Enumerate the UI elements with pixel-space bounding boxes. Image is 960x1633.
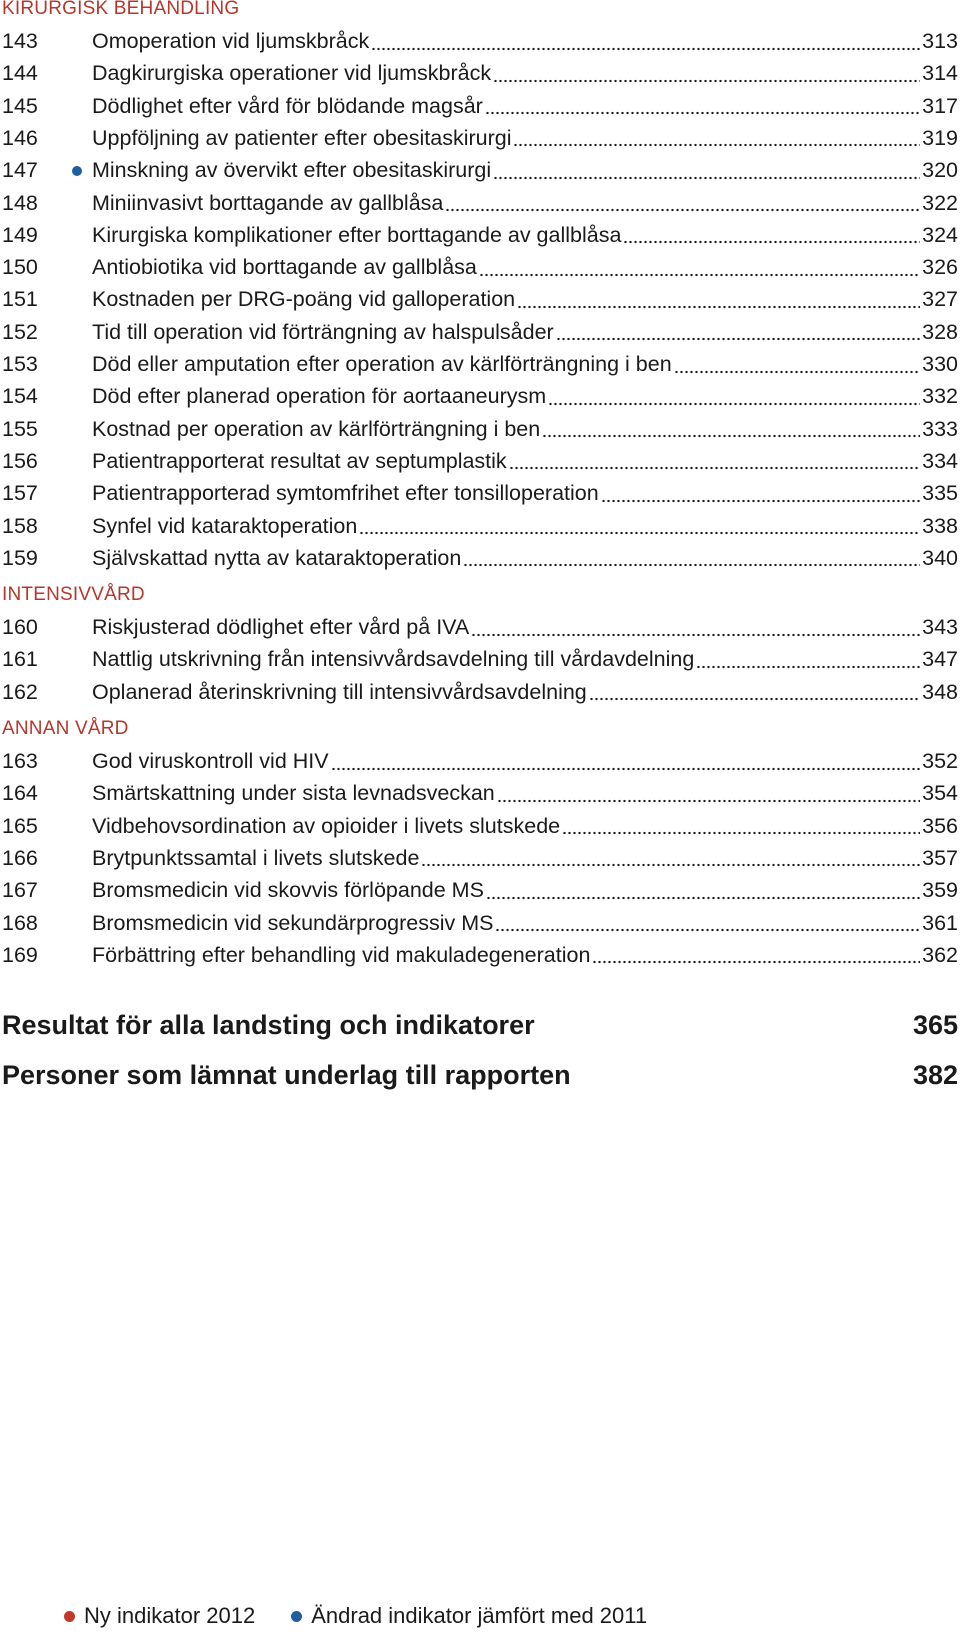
entry-title: Kirurgiska komplikationer efter borttagande av gallblåsa <box>92 222 622 247</box>
legend-changed-label: Ändrad indikator jämfört med 2011 <box>311 1603 648 1628</box>
entry-title: Oplanerad återinskrivning till intensivvårdsavdelning <box>92 679 587 704</box>
entry-number <box>0 384 92 409</box>
toc-entry[interactable] <box>0 445 958 478</box>
entry-number-text: 167 <box>2 878 38 903</box>
toc-entry[interactable] <box>0 477 958 510</box>
dot-leader <box>674 354 920 376</box>
entry-title: Vidbehovsordination av opioider i livets slutskede <box>92 813 561 838</box>
entry-number <box>0 647 92 672</box>
toc-entry[interactable] <box>0 676 958 709</box>
entry-title: Uppföljning av patienter efter obesitaskirurgi <box>92 125 512 150</box>
summary-title: Resultat för alla landsting och indikatorer <box>2 1010 535 1040</box>
entry-page-number: 330 <box>922 352 958 376</box>
entry-number-text: 143 <box>2 29 38 53</box>
entry-number-text: 152 <box>2 319 38 344</box>
entry-title: Patientrapporterad symtomfrihet efter tonsilloperation <box>92 481 599 506</box>
entry-number <box>0 255 92 280</box>
entry-number <box>0 352 92 377</box>
summary-title: Personer som lämnat underlag till rapporten <box>2 1060 571 1090</box>
legend <box>64 1603 683 1629</box>
dot-leader <box>513 127 920 149</box>
dot-leader <box>463 547 920 569</box>
entry-title: Förbättring efter behandling vid makuladegeneration <box>92 942 591 967</box>
entry-number <box>0 680 92 705</box>
toc-entry[interactable] <box>0 745 958 778</box>
entry-number <box>0 911 92 936</box>
toc-entry[interactable] <box>0 611 958 644</box>
entry-number-text: 146 <box>2 125 38 150</box>
entry-number-text: 160 <box>2 615 38 640</box>
entry-number-text: 154 <box>2 384 38 409</box>
entry-number <box>0 615 92 640</box>
entry-number <box>0 943 92 968</box>
entry-number <box>0 781 92 806</box>
entry-number-text: 157 <box>2 481 38 506</box>
dot-leader <box>421 847 920 869</box>
entry-page-number: 354 <box>922 781 958 806</box>
dot-leader <box>359 515 920 537</box>
entry-number <box>0 191 92 216</box>
entry-title: Dödlighet efter vård för blödande magsår <box>92 93 483 118</box>
entry-page-number: 356 <box>922 813 958 838</box>
toc-entry[interactable] <box>0 380 958 413</box>
entry-title: Patientrapporterat resultat av septumplastik <box>92 448 507 473</box>
entry-page-number: 324 <box>922 222 958 247</box>
entry-page-number: 340 <box>922 545 958 570</box>
toc-entry[interactable] <box>0 90 958 123</box>
entry-title: Död efter planerad operation för aortaaneurysm <box>92 384 547 409</box>
dot-leader <box>479 257 920 279</box>
entry-title: Tid till operation vid förträngning av halspulsåder <box>92 319 554 344</box>
summary-entry[interactable] <box>2 1010 958 1041</box>
dot-leader <box>601 483 920 505</box>
entry-title: Smärtskattning under sista levnadsveckan <box>92 781 495 806</box>
dot-leader <box>331 751 921 773</box>
entry-title: Kostnaden per DRG-poäng vid galloperation <box>92 287 516 312</box>
legend-new <box>64 1603 255 1629</box>
entry-number-text: 164 <box>2 781 38 806</box>
entry-number <box>0 29 92 54</box>
toc-entry[interactable] <box>0 842 958 875</box>
entry-page-number: 320 <box>922 158 958 183</box>
entry-page-number: 328 <box>922 319 958 344</box>
entry-number <box>0 287 92 312</box>
entry-number <box>0 481 92 506</box>
dot-leader <box>592 944 920 966</box>
entry-page-number: 348 <box>922 679 958 704</box>
entry-number-text: 144 <box>2 61 38 86</box>
dot-leader <box>509 450 920 472</box>
entry-title: Bromsmedicin vid skovvis förlöpande MS <box>92 878 484 903</box>
dot-leader <box>542 418 920 440</box>
entry-number-text: 165 <box>2 813 38 838</box>
dot-leader <box>497 783 920 805</box>
entry-page-number: 327 <box>922 287 958 312</box>
entry-number-text: 151 <box>2 287 38 312</box>
section-heading: INTENSIVVÅRD <box>2 584 145 606</box>
entry-number <box>0 223 92 248</box>
blue-dot-icon <box>72 166 82 176</box>
entry-page-number: 335 <box>922 481 958 506</box>
entry-page-number: 362 <box>922 942 958 967</box>
entry-title: Miniinvasivt borttagande av gallblåsa <box>92 190 444 215</box>
toc-entry[interactable] <box>0 777 958 810</box>
dot-leader <box>493 63 920 85</box>
dot-leader <box>623 224 920 246</box>
section-heading: ANNAN VÅRD <box>2 718 129 739</box>
dot-leader <box>371 31 920 53</box>
toc-entry[interactable] <box>0 187 958 220</box>
entry-title: Kostnad per operation av kärlförträngning i ben <box>92 416 541 441</box>
entry-title: Antiobiotika vid borttagande av gallblåsa <box>92 255 477 280</box>
entry-number-text: 163 <box>2 749 38 773</box>
entry-number-text: 155 <box>2 416 38 441</box>
entry-number-text: 145 <box>2 93 38 118</box>
entry-number-text: 169 <box>2 942 38 967</box>
dot-leader <box>485 95 920 117</box>
entry-number-text: 147 <box>2 158 38 183</box>
entry-number <box>0 158 92 183</box>
summary-page-number: 365 <box>912 1010 958 1040</box>
entry-page-number: 332 <box>922 384 958 409</box>
entry-title: Synfel vid kataraktoperation <box>92 513 358 538</box>
toc-entry[interactable] <box>0 154 958 187</box>
dot-leader <box>696 649 920 671</box>
summary-page-number: 382 <box>912 1060 958 1090</box>
entry-page-number: 314 <box>922 61 958 86</box>
entry-number <box>0 878 92 903</box>
entry-title: God viruskontroll vid HIV <box>92 749 329 773</box>
entry-title: Riskjusterad dödlighet efter vård på IVA <box>92 615 470 640</box>
entry-page-number: 317 <box>922 93 958 118</box>
entry-number <box>0 417 92 442</box>
entry-page-number: 334 <box>922 448 958 473</box>
entry-page-number: 322 <box>922 190 958 215</box>
entry-number-text: 150 <box>2 255 38 280</box>
entry-number-text: 158 <box>2 513 38 538</box>
entry-number-text: 149 <box>2 222 38 247</box>
dot-leader <box>556 321 920 343</box>
legend-new-label: Ny indikator 2012 <box>84 1603 256 1628</box>
toc-entry[interactable] <box>0 907 958 940</box>
entry-number-text: 161 <box>2 647 38 672</box>
toc-entry[interactable] <box>0 874 958 907</box>
entry-title: Minskning av övervikt efter obesitaskirurgi <box>92 158 492 183</box>
dot-leader <box>517 289 920 311</box>
toc-entry[interactable] <box>0 643 958 676</box>
entry-page-number: 347 <box>922 647 958 672</box>
entry-number-text: 159 <box>2 545 38 570</box>
entry-number-text: 166 <box>2 845 38 870</box>
toc-entry[interactable] <box>0 810 958 843</box>
entry-number-text: 156 <box>2 448 38 473</box>
dot-leader <box>548 386 920 408</box>
toc-entry[interactable] <box>0 57 958 90</box>
toc-entry[interactable] <box>0 283 958 316</box>
entry-page-number: 359 <box>922 878 958 903</box>
entry-number <box>0 514 92 539</box>
toc-entry[interactable] <box>0 316 958 349</box>
toc-entry[interactable] <box>0 413 958 446</box>
entry-number-text: 148 <box>2 190 38 215</box>
dot-leader <box>562 815 920 837</box>
entry-number-text: 168 <box>2 910 38 935</box>
entry-number-text: 162 <box>2 679 38 704</box>
toc-entry[interactable] <box>0 219 958 252</box>
toc-entry[interactable] <box>0 251 958 284</box>
entry-page-number: 313 <box>922 29 958 53</box>
dot-leader <box>589 681 920 703</box>
entry-number <box>0 449 92 474</box>
entry-title: Bromsmedicin vid sekundärprogressiv MS <box>92 910 494 935</box>
toc-entry[interactable] <box>0 122 958 155</box>
entry-page-number: 357 <box>922 845 958 870</box>
red-dot-icon <box>64 1611 75 1622</box>
entry-number-text: 153 <box>2 352 38 376</box>
section-heading: KIRURGISK BEHANDLING <box>2 0 240 19</box>
entry-page-number: 338 <box>922 513 958 538</box>
dot-leader <box>486 880 920 902</box>
entry-title: Nattlig utskrivning från intensivvårdsavdelning till vårdavdelning <box>92 647 695 672</box>
dot-leader <box>493 160 920 182</box>
entry-number <box>0 126 92 151</box>
entry-number <box>0 814 92 839</box>
toc-entry[interactable] <box>0 25 958 58</box>
entry-page-number: 352 <box>922 749 958 773</box>
blue-dot-icon <box>291 1611 302 1622</box>
entry-page-number: 361 <box>922 910 958 935</box>
dot-leader <box>471 617 920 639</box>
toc-entry[interactable] <box>0 348 958 381</box>
toc-entry[interactable] <box>0 542 958 575</box>
toc-entry[interactable] <box>0 510 958 543</box>
entry-page-number: 319 <box>922 125 958 150</box>
entry-page-number: 326 <box>922 255 958 280</box>
legend-changed <box>291 1603 647 1629</box>
summary-entry[interactable] <box>2 1060 958 1091</box>
entry-number <box>0 61 92 86</box>
entry-title: Självskattad nytta av kataraktoperation <box>92 545 462 570</box>
entry-title: Dagkirurgiska operationer vid ljumskbråck <box>92 61 492 86</box>
entry-title: Omoperation vid ljumskbråck <box>92 29 370 53</box>
dot-leader <box>445 192 920 214</box>
entry-title: Brytpunktssamtal i livets slutskede <box>92 845 420 870</box>
entry-number <box>0 846 92 871</box>
entry-number <box>0 94 92 119</box>
entry-number <box>0 320 92 345</box>
entry-page-number: 333 <box>922 416 958 441</box>
entry-number <box>0 546 92 571</box>
entry-page-number: 343 <box>922 615 958 640</box>
toc-entry[interactable] <box>0 939 958 972</box>
entry-number <box>0 749 92 774</box>
dot-leader <box>495 912 920 934</box>
entry-title: Död eller amputation efter operation av kärlförträngning i ben <box>92 352 672 376</box>
